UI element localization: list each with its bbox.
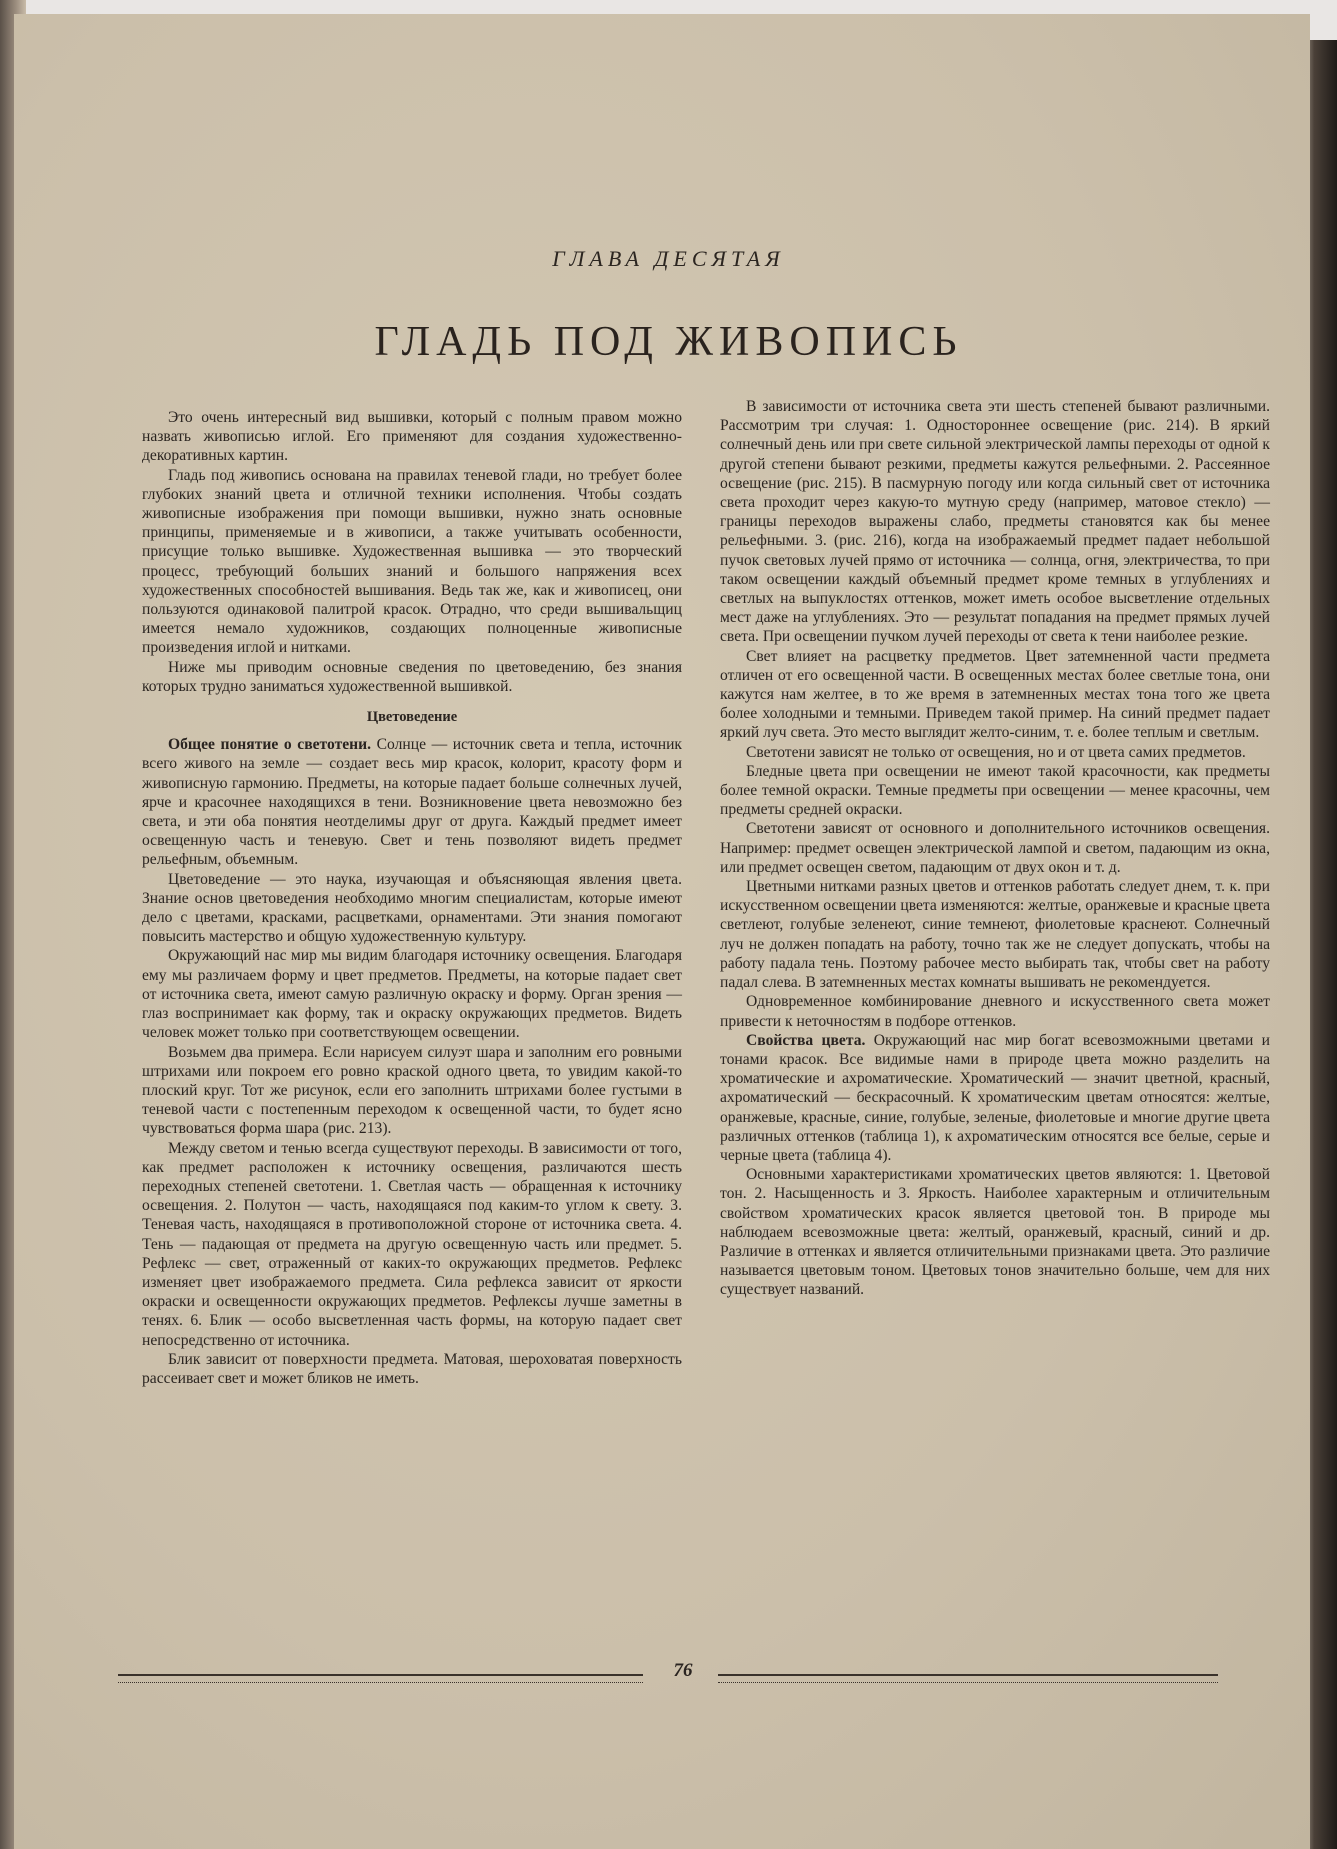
page-number: 76: [673, 1660, 693, 1681]
paragraph: [720, 1031, 1270, 1165]
footer-ornament-left: [118, 1674, 643, 1683]
paragraph: Это очень интересный вид вышивки, который с полным правом можно назвать живописью иглой. Его применяют для создания художественно-декоративных картин.: [142, 409, 682, 465]
paragraph: Основными характеристиками хроматических цветов являются: 1. Цветовой тон. 2. Насыщенность и 3. Яркость. Наиболее характерным и отличительным свойством хроматических красок является цветовой тон. В природе мы наблюдаем всевозможные цвета: желтый, оранжевый, красный, синий и др. Различие в оттенках и является отличительными признаками цвета. Это различие называется цветовым тоном. Цветовых тонов значительно больше, чем для них существует названий.: [720, 1166, 1270, 1299]
paragraph: Окружающий нас мир мы видим благодаря источнику освещения. Благодаря ему мы различаем форму и цвет предметов. Предметы, на которые падает свет от источника света, имеют самую различную окраску и форму. Орган зрения — глаз воспринимает как форму, так и окраску окружающих предметов. Видеть человек может только при соответствующем освещении.: [142, 947, 682, 1042]
paragraph: [142, 735, 682, 869]
paragraph: Цветоведение — это наука, изучающая и объясняющая явления цвета. Знание основ цветоведения необходимо многим специалистам, которые имеют дело с цветами, красками, расцветками, орнаментами. Эти знания помогают повысить мастерство и общую художественную культуру.: [142, 870, 682, 946]
paragraph-lead: Свойства цвета.: [746, 1031, 866, 1049]
right-column: [720, 397, 1270, 1300]
page-footer: [118, 1660, 1218, 1690]
paragraph: Гладь под живопись основана на правилах теневой глади, но требует более глубоких знаний цвета и отличной техники исполнения. Чтобы создать живописные изображения при помощи вышивки, нужно знать основные принципы, применяемые и в живописи, а также учитывать особенности, присущие только вышивке. Художественная вышивка — это творческий процесс, требующий больших знаний и большого напряжения всех художественных способностей вышивания. Ведь так же, как и живописец, они пользуются одинаковой палитрой красок. Отрадно, что среди вышивальщиц имеется немало художников, создающих полноценные живописные произведения иглой и нитками.: [142, 466, 682, 657]
paragraph: Светотени зависят не только от освещения, но и от цвета самих предметов.: [746, 743, 1246, 761]
left-column: [142, 408, 682, 1388]
paragraph: Ниже мы приводим основные сведения по цветоведению, без знания которых трудно заниматься художественной вышивкой.: [142, 658, 682, 695]
paragraph: Цветными нитками разных цветов и оттенков работать следует днем, т. к. при искусственном освещении цвета изменяются: желтые, оранжевые и красные цвета светлеют, голубые зеленеют, синие темнеют, фиолетовые краснеют. Солнечный луч не должен попадать на работу, точно так же не следует допускать, чтобы на работу падала тень. Поэтому рабочее место выбирать так, чтобы свет на работу падал слева. В затемненных местах комнаты вышивать не рекомендуется.: [720, 878, 1270, 992]
paragraph: Свет влияет на расцветку предметов. Цвет затемненной части предмета отличен от его освещенной части. В освещенных местах более светлые тона, они кажутся нам желтее, в то же время в затемненных местах тона того же цвета более холодными и темными. Приведем такой пример. На синий предмет падает яркий луч света. Это место выглядит желто-синим, т. е. более теплым и светлым.: [720, 647, 1270, 742]
paragraph: В зависимости от источника света эти шесть степеней бывают различными. Рассмотрим три случая: 1. Одностороннее освещение (рис. 214). В яркий солнечный день или при свете сильной электрической лампы переходы от одной к другой степени бывают резкими, предметы кажутся рельефными. 2. Рассеянное освещение (рис. 215). В пасмурную погоду или когда сильный свет от источника света проходит через какую-то мутную среду (например, матовое стекло) — границы переходов выражены слабо, предметы становятся как бы менее рельефными. 3. (рис. 216), когда на изображаемый предмет падает небольшой пучок световых лучей прямо от источника — солнца, огня, электричества, то при таком освещении каждый объемный предмет кроме темных в углублениях и светлых на выпуклостях оттенков, может иметь особое высветление отдельных мест даже на углублениях. Это — результат попадания на предмет прямых лучей света. При освещении пучком лучей переходы от света к тени наиболее резкие.: [720, 398, 1270, 646]
paragraph: Бледные цвета при освещении не имеют такой красочности, как предметы более темной окраски. Темные предметы при освещении — менее красочны, чем предметы средней окраски.: [720, 762, 1270, 819]
chapter-label: ГЛАВА ДЕСЯТАЯ: [552, 246, 785, 271]
paragraph: Одновременное комбинирование дневного и искусственного света может привести к неточностям в подборе оттенков.: [720, 993, 1270, 1030]
section-heading: Цветоведение: [366, 709, 458, 726]
paragraph: Возьмем два примера. Если нарисуем силуэт шара и заполним его ровными штрихами или покроем его ровно краской одного цвета, то увидим какой-то плоский круг. Тот же рисунок, если его заполнить штрихами более густыми в теневой части с постепенным переходом к освещенной части, то будет ясно чувствоваться форма шара (рис. 213).: [142, 1043, 682, 1138]
paragraph-text: Окружающий нас мир богат всевозможными цветами и тонами красок. Все видимые нами в природе цвета можно разделить на хроматические и ахроматические. Хроматический — значит цветной, красный, ахроматический — бескрасочный. К хроматическим цветам относятся: желтые, оранжевые, красные, синие, голубые, зеленые, фиолетовые и многие другие цвета различных оттенков (таблица 1), к ахроматическим относятся все белые, серые и черные цвета (таблица 4).: [720, 1031, 1270, 1164]
paragraph-text: Солнце — источник света и тепла, источник всего живого на земле — создает весь мир красок, колорит, красоту форм и живописную гармонию. Предметы, на которые падает больше солнечных лучей, ярче и красочнее находящихся в тени. Возникновение цвета невозможно без света, и эти оба понятия неотделимы друг от друга. Каждый предмет имеет освещенную часть и теневую. Свет и тень позволяют видеть предмет рельефным, объемным.: [142, 736, 683, 869]
page-title: ГЛАДЬ ПОД ЖИВОПИСЬ: [374, 319, 963, 365]
paragraph-lead: Общее понятие о светотени.: [168, 736, 372, 754]
paragraph: Между светом и тенью всегда существуют переходы. В зависимости от того, как предмет расположен к источнику освещения, различаются шесть переходных степеней светотени. 1. Светлая часть — обращенная к источнику освещения. 2. Полутон — часть, находящаяся под каким-то углом к свету. 3. Теневая часть, находящаяся в противоположной стороне от источника света. 4. Тень — падающая от предмета на другую освещенную часть или предмет. 5. Рефлекс — свет, отраженный от каких-то окружающих предметов. Рефлекс изменяет цвет изображаемого предмета. Сила рефлекса зависит от яркости окраски и освещенности окружающих предметов. Рефлексы лучше заметны в тенях. 6. Блик — особо высветленная часть формы, на которую падает свет непосредственно от источника.: [142, 1139, 682, 1349]
footer-ornament-right: [718, 1674, 1218, 1683]
paragraph: Светотени зависят от основного и дополнительного источников освещения. Например: предмет освещен электрической лампой и светом, падающим из окна, или предмет освещен светом, падающим от двух окон и т. д.: [720, 820, 1270, 876]
paragraph: Блик зависит от поверхности предмета. Матовая, шероховатая поверхность рассеивает свет и может бликов не иметь.: [142, 1350, 682, 1387]
